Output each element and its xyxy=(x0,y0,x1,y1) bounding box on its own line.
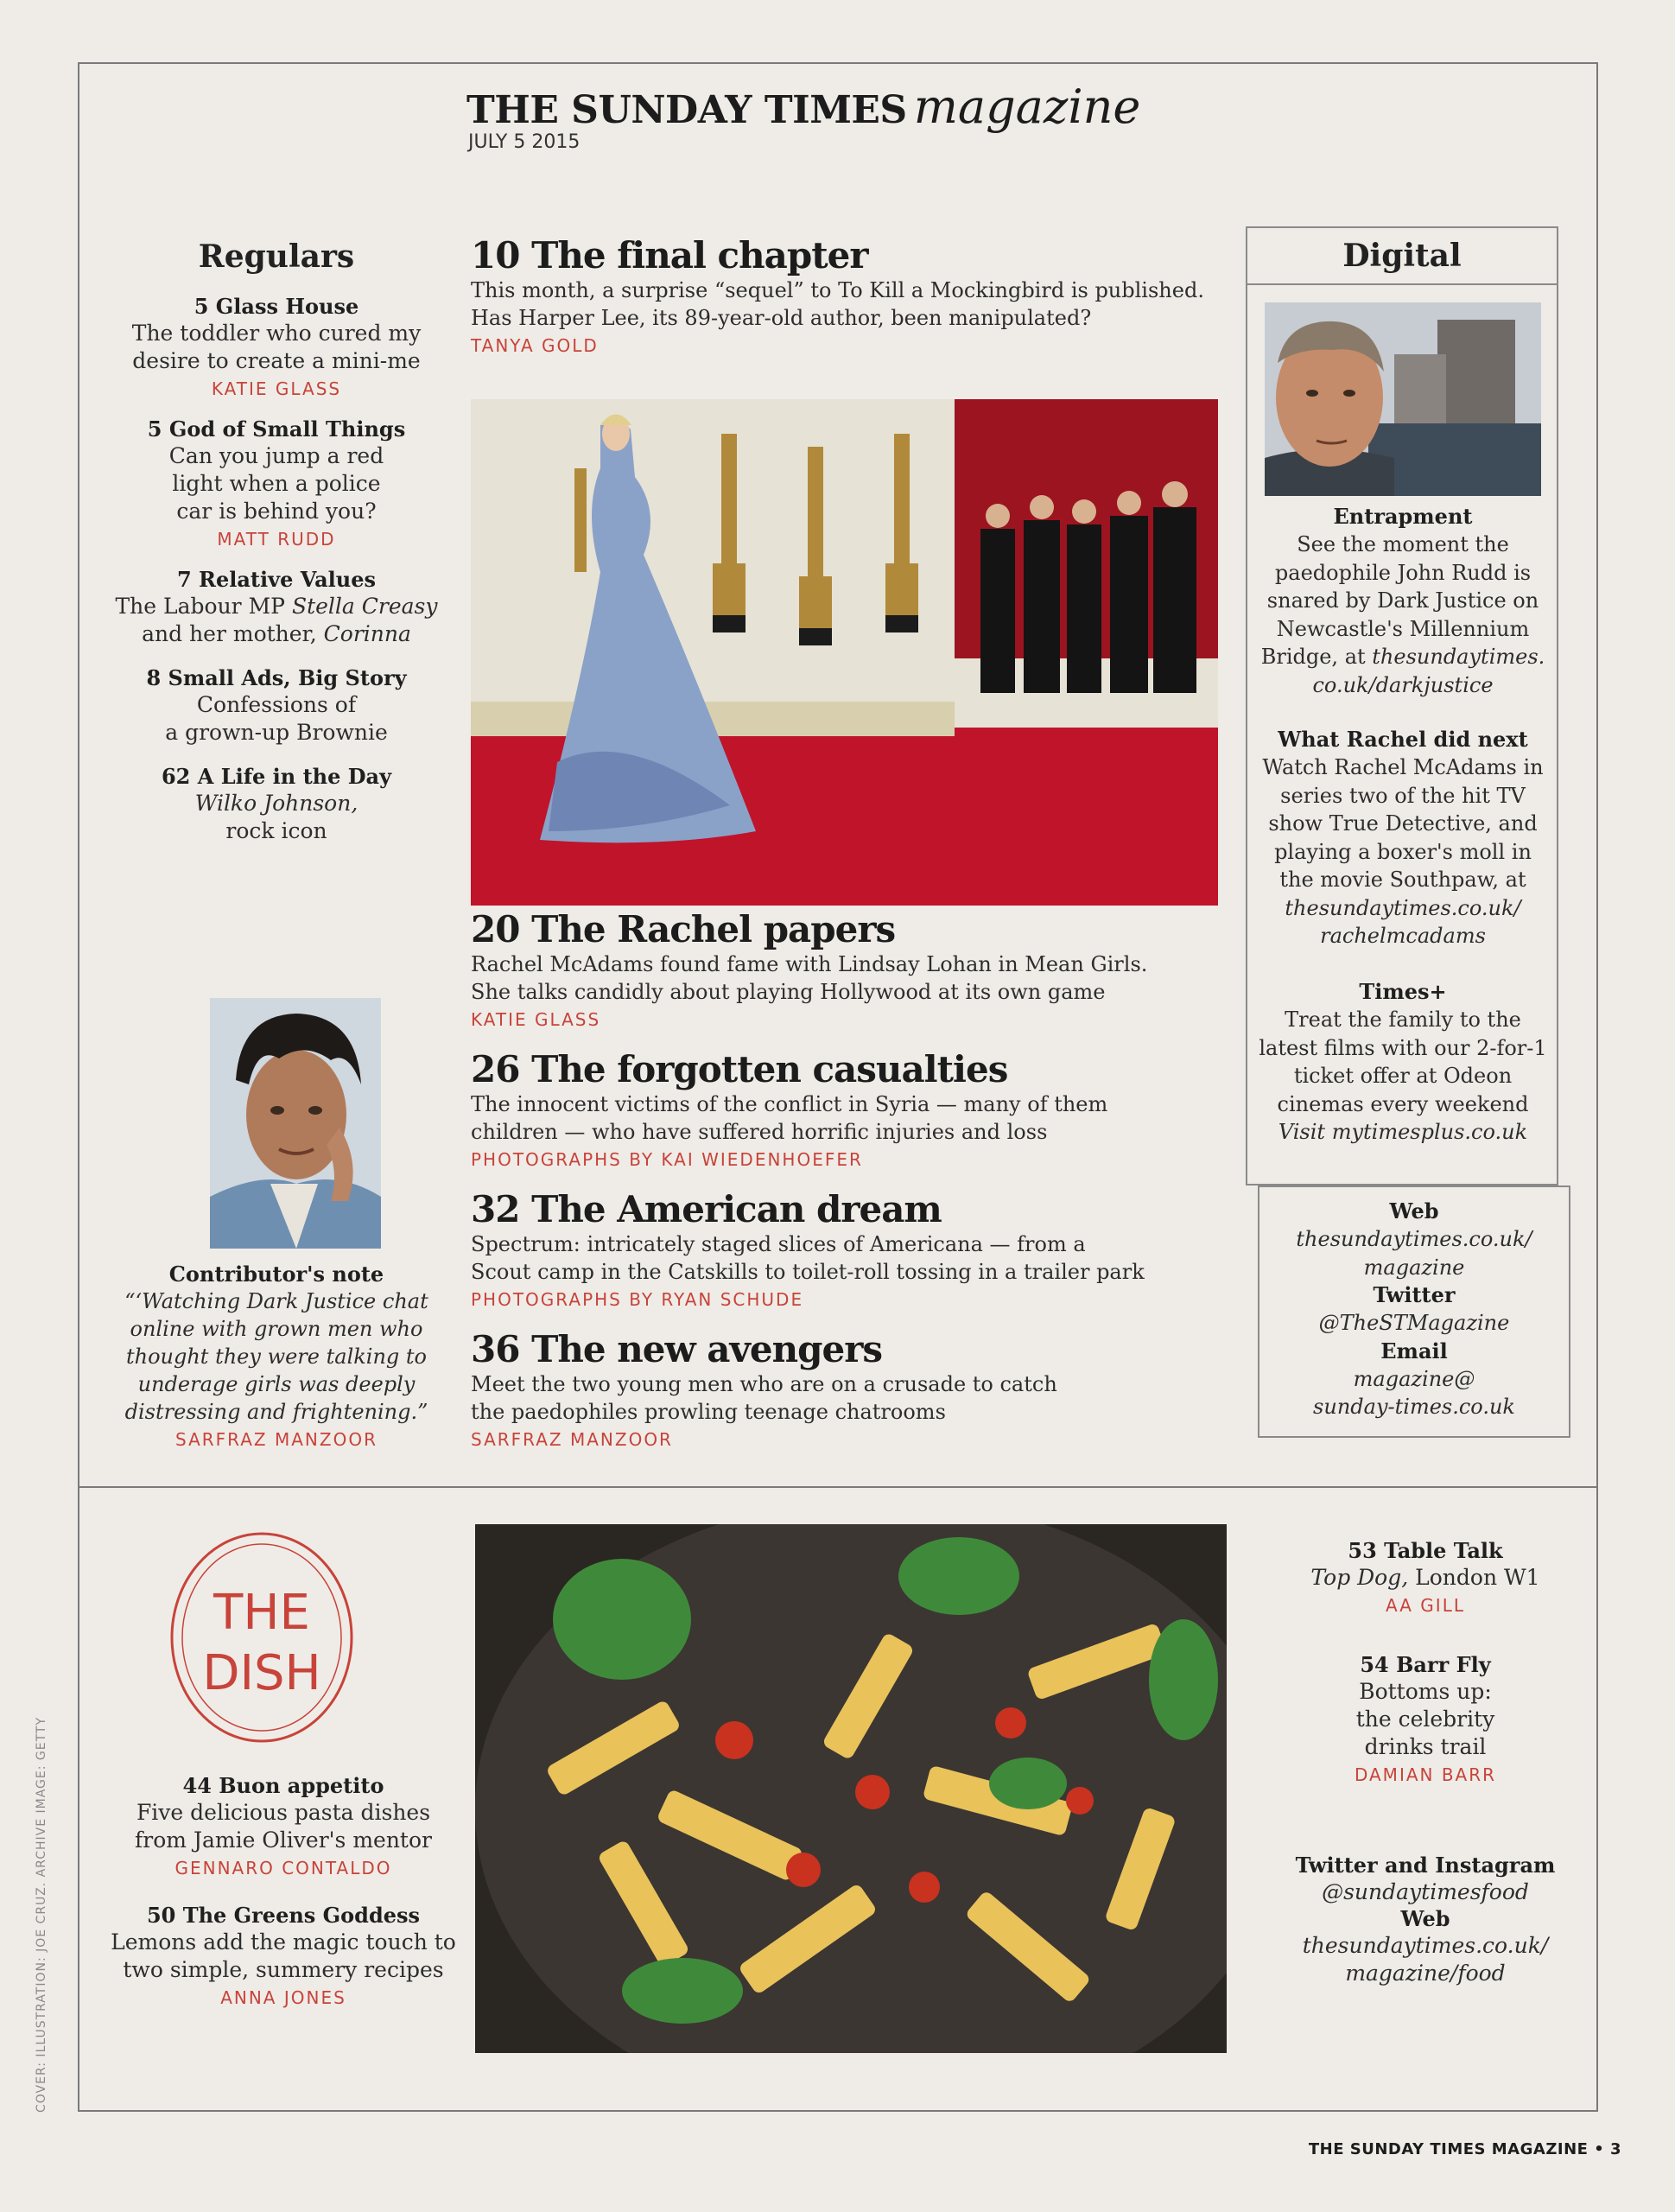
issue-date: JULY 5 2015 xyxy=(468,131,581,153)
item-desc: car is behind you? xyxy=(176,499,377,524)
item-author: DAMIAN BARR xyxy=(1354,1764,1497,1785)
item-desc: The toddler who cured my xyxy=(131,321,422,346)
web-link[interactable]: magazine xyxy=(1363,1255,1465,1280)
timesplus-title: Times+ xyxy=(1359,979,1447,1004)
item-author: AA GILL xyxy=(1386,1595,1465,1616)
rachel-desc: the movie Southpaw, at xyxy=(1279,868,1526,892)
item-desc: drinks trail xyxy=(1364,1734,1487,1759)
twitter-label: Twitter xyxy=(1373,1282,1456,1307)
timesplus-desc: Treat the family to the xyxy=(1285,1007,1521,1032)
item-desc: Can you jump a red xyxy=(168,443,384,468)
item-desc-text: London W1 xyxy=(1408,1565,1540,1590)
email-link[interactable]: sunday-times.co.uk xyxy=(1313,1395,1515,1419)
feature-desc: Rachel McAdams found fame with Lindsay Lohan in Mean Girls. xyxy=(471,952,1148,976)
social-web-link[interactable]: magazine/food xyxy=(1345,1961,1506,1986)
feature-author: PHOTOGRAPHS BY KAI WIEDENHOEFER xyxy=(471,1149,863,1170)
item-desc: Wilko Johnson, xyxy=(194,791,358,816)
entrapment-link[interactable]: co.uk/darkjustice xyxy=(1312,672,1494,697)
food-social xyxy=(1253,1853,1598,1987)
feature-author: TANYA GOLD xyxy=(471,335,599,356)
item-desc-text: and her mother, xyxy=(142,621,324,646)
social-title: Twitter and Instagram xyxy=(1295,1853,1556,1878)
item-desc: two simple, summery recipes xyxy=(123,1957,444,1982)
rachel-desc: series two of the hit TV xyxy=(1280,783,1526,808)
item-title: 62 A Life in the Day xyxy=(161,764,392,789)
masthead xyxy=(466,79,1140,134)
rachel-item[interactable] xyxy=(1256,726,1550,950)
regulars-heading: Regulars xyxy=(198,238,355,275)
feature-author: KATIE GLASS xyxy=(471,1009,601,1030)
feature-item[interactable] xyxy=(471,1189,1222,1310)
dish-logo-line1: THE xyxy=(213,1585,310,1641)
entrapment-link[interactable]: thesundaytimes. xyxy=(1372,645,1545,669)
regular-item[interactable] xyxy=(104,665,449,747)
regular-item[interactable] xyxy=(104,294,449,399)
masthead-subtitle: magazine xyxy=(913,79,1141,134)
contributor-author: SARFRAZ MANZOOR xyxy=(175,1429,378,1450)
item-title: 7 Relative Values xyxy=(176,567,377,592)
item-desc: a grown-up Brownie xyxy=(165,720,388,745)
the-dish-logo xyxy=(169,1529,354,1745)
item-desc-name: Top Dog, xyxy=(1310,1565,1409,1590)
item-title: 53 Table Talk xyxy=(1348,1538,1503,1563)
feature-desc: Has Harper Lee, its 89-year-old author, been manipulated? xyxy=(471,306,1092,330)
feature-desc: This month, a surprise “sequel” to To Kill a Mockingbird is published. xyxy=(471,278,1204,302)
feature-item[interactable] xyxy=(471,235,1222,356)
quote-line: thought they were talking to xyxy=(125,1344,428,1369)
rachel-link[interactable]: rachelmcadams xyxy=(1320,924,1486,948)
entrapment-desc: snared by Dark Justice on xyxy=(1266,588,1539,613)
entrapment-desc: paedophile John Rudd is xyxy=(1274,560,1532,585)
contact-box xyxy=(1258,1185,1570,1438)
twitter-handle[interactable]: @TheSTMagazine xyxy=(1318,1311,1510,1335)
rachel-title: What Rachel did next xyxy=(1278,727,1528,752)
feature-title: 10 The final chapter xyxy=(471,234,868,276)
regulars-section xyxy=(104,238,449,845)
item-desc-name: Stella Creasy xyxy=(291,594,438,619)
page-footer: THE SUNDAY TIMES MAGAZINE • 3 xyxy=(1308,2140,1621,2158)
item-title: 54 Barr Fly xyxy=(1360,1652,1491,1677)
item-desc: from Jamie Oliver's mentor xyxy=(135,1827,432,1853)
feature-desc: Spectrum: intricately staged slices of Americana — from a xyxy=(471,1232,1086,1256)
dish-left xyxy=(111,1773,456,2008)
item-desc xyxy=(1253,1564,1598,1592)
contributor-title: Contributor's note xyxy=(168,1262,384,1287)
item-author: GENNARO CONTALDO xyxy=(174,1858,392,1878)
quote-line: underage girls was deeply xyxy=(137,1372,416,1396)
contributor-note xyxy=(104,1262,449,1450)
timesplus-link[interactable]: Visit mytimesplus.co.uk xyxy=(1278,1120,1528,1144)
rachel-desc: Watch Rachel McAdams in xyxy=(1262,755,1544,779)
email-link[interactable]: magazine@ xyxy=(1353,1366,1475,1391)
entrapment-title: Entrapment xyxy=(1333,504,1473,529)
item-desc: desire to create a mini-me xyxy=(132,348,421,373)
item-title: 44 Buon appetito xyxy=(182,1773,384,1798)
dish-item[interactable] xyxy=(111,1773,456,1878)
item-desc xyxy=(104,620,449,648)
feature-desc: children — who have suffered horrific injuries and loss xyxy=(471,1120,1048,1144)
item-desc: rock icon xyxy=(225,818,327,843)
regular-item[interactable] xyxy=(104,567,449,648)
red-carpet-photo xyxy=(471,399,1218,906)
item-title: 50 The Greens Goddess xyxy=(146,1903,421,1928)
section-divider xyxy=(78,1486,1598,1488)
image-credit: COVER: ILLUSTRATION: JOE CRUZ. ARCHIVE IMAGE: GETTY xyxy=(35,1717,48,2113)
item-desc: light when a police xyxy=(172,471,381,496)
pasta-photo xyxy=(475,1524,1227,2053)
item-title: 5 God of Small Things xyxy=(147,416,406,442)
item-desc-name: Corinna xyxy=(323,621,411,646)
item-author: MATT RUDD xyxy=(217,529,336,550)
item-author: KATIE GLASS xyxy=(211,378,342,399)
digital-heading: Digital xyxy=(1247,228,1557,285)
item-desc xyxy=(104,593,449,620)
feature-item[interactable] xyxy=(471,909,1222,1030)
web-label: Web xyxy=(1389,1198,1439,1224)
dish-logo-line2: DISH xyxy=(202,1645,321,1701)
item-desc-text: The Labour MP xyxy=(115,594,292,619)
email-label: Email xyxy=(1380,1338,1448,1363)
rachel-desc: show True Detective, and xyxy=(1268,811,1538,836)
timesplus-item[interactable] xyxy=(1256,978,1550,1147)
quote-line: online with grown men who xyxy=(130,1317,423,1341)
entrapment-photo xyxy=(1265,302,1541,496)
feature-title: 26 The forgotten casualties xyxy=(471,1048,1008,1090)
rachel-desc: playing a boxer's moll in xyxy=(1274,839,1532,864)
feature-title: 32 The American dream xyxy=(471,1188,942,1230)
timesplus-desc: latest films with our 2-for-1 xyxy=(1259,1035,1547,1060)
entrapment-desc: See the moment the xyxy=(1297,532,1509,556)
feature-title: 36 The new avengers xyxy=(471,1328,882,1370)
feature-desc: Scout camp in the Catskills to toilet-roll tossing in a trailer park xyxy=(471,1260,1145,1284)
entrapment-desc-text: Bridge, at xyxy=(1260,645,1373,669)
regular-item[interactable] xyxy=(104,764,449,845)
digital-box xyxy=(1246,226,1558,1185)
social-web-link[interactable]: thesundaytimes.co.uk/ xyxy=(1302,1933,1549,1958)
quote-line: “‘Watching Dark Justice chat xyxy=(124,1289,428,1313)
dish-item[interactable] xyxy=(111,1903,456,2008)
contributor-photo xyxy=(210,998,381,1249)
feature-item[interactable] xyxy=(471,1049,1222,1170)
item-title: 5 Glass House xyxy=(194,294,359,319)
feature-item[interactable] xyxy=(471,1329,1222,1450)
item-title: 8 Small Ads, Big Story xyxy=(146,665,407,690)
timesplus-desc: ticket offer at Odeon xyxy=(1293,1064,1513,1088)
social-web-label: Web xyxy=(1400,1906,1450,1931)
feature-desc: She talks candidly about playing Hollywood at its own game xyxy=(471,980,1106,1004)
feature-title: 20 The Rachel papers xyxy=(471,908,896,950)
feature-author: PHOTOGRAPHS BY RYAN SCHUDE xyxy=(471,1289,804,1310)
feature-author: SARFRAZ MANZOOR xyxy=(471,1429,673,1450)
item-desc: Lemons add the magic touch to xyxy=(111,1929,456,1955)
masthead-title: THE SUNDAY TIMES xyxy=(466,88,907,132)
quote-line: distressing and frightening.” xyxy=(124,1400,428,1424)
item-desc: the celebrity xyxy=(1355,1707,1495,1732)
item-desc: Bottoms up: xyxy=(1359,1679,1492,1704)
entrapment-desc xyxy=(1256,643,1550,671)
item-desc: Five delicious pasta dishes xyxy=(136,1800,431,1825)
item-desc: Confessions of xyxy=(196,692,357,717)
entrapment-desc: Newcastle's Millennium xyxy=(1276,616,1530,641)
item-author: ANNA JONES xyxy=(220,1987,346,2008)
rachel-link[interactable]: thesundaytimes.co.uk/ xyxy=(1285,895,1521,920)
regular-item[interactable] xyxy=(104,416,449,550)
feature-desc: The innocent victims of the conflict in Syria — many of them xyxy=(471,1092,1108,1116)
feature-desc: the paedophiles prowling teenage chatrooms xyxy=(471,1400,946,1424)
timesplus-desc: cinemas every weekend xyxy=(1277,1091,1529,1116)
dish-right-item[interactable] xyxy=(1253,1652,1598,1785)
web-link[interactable]: thesundaytimes.co.uk/ xyxy=(1296,1227,1532,1251)
dish-right-item[interactable] xyxy=(1253,1538,1598,1616)
feature-desc: Meet the two young men who are on a crusade to catch xyxy=(471,1372,1057,1396)
social-handle[interactable]: @sundaytimesfood xyxy=(1322,1879,1529,1904)
entrapment-item[interactable] xyxy=(1256,503,1550,699)
